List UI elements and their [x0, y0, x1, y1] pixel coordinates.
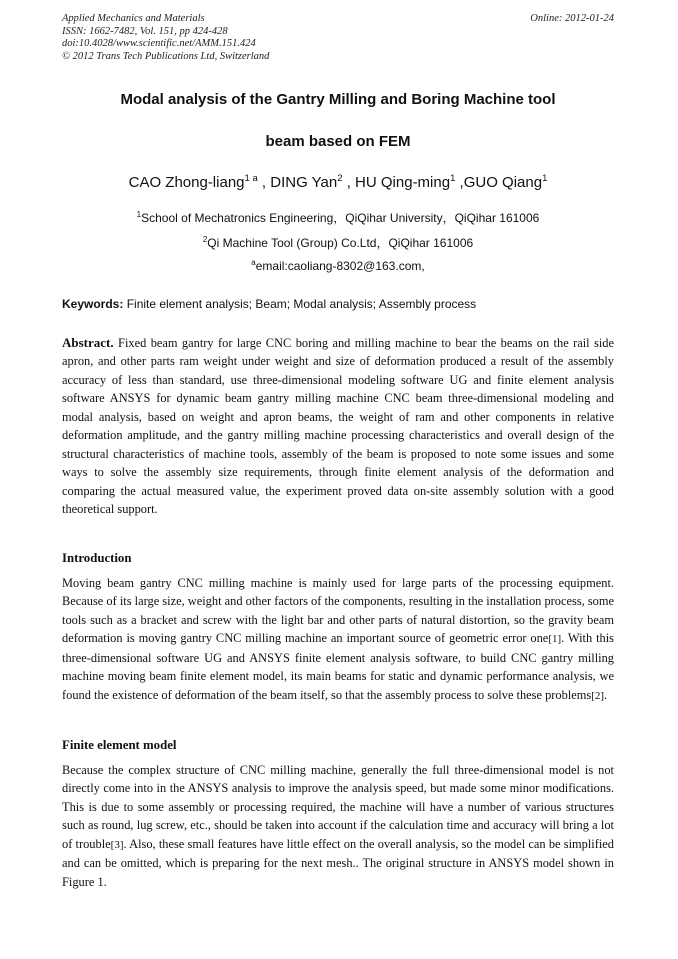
journal-header [62, 13, 614, 63]
paragraph-text: . With this three-dimensional software UG and ANSYS finite element analysis software, to build CNC gantry milling machine moving beam finite element model, its main beams for static and dynamic performance analysis, we found the existence of deformation of the beam itself, so that the assembly process to solve these problems [62, 631, 614, 702]
keywords-text: Finite element analysis; Beam; Modal analysis; Assembly process [123, 297, 477, 311]
author-superscript: 1 [542, 173, 548, 184]
affiliation-email [62, 259, 614, 273]
section-heading-finite-element-model: Finite element model [62, 738, 177, 752]
paragraph-text: . Also, these small features have little effect on the overall analysis, so the model can be simplified and can be omitted, which is preparing for the next mesh.. The original structure in ANSYS model shown in Figure 1. [62, 836, 614, 889]
journal-name: Applied Mechanics and Materials [62, 13, 205, 24]
affiliation-marker: 1 [136, 210, 142, 219]
author-list [62, 174, 614, 191]
doi-line: doi:10.4028/www.scientific.net/AMM.151.424 [62, 38, 256, 49]
paragraph-text: Because the complex structure of CNC milling machine, generally the full three-dimensional model is not directly come into in the ANSYS analysis to improve the analysis speed, but made some minor modifications. This is due to some assembly or processing required, the machine will have a number of various structures such as round, lug screw, etc., should be taken into account if the calculation time and accuracy will bring a lot of trouble [62, 763, 614, 851]
paper-title-line2: beam based on FEM [265, 133, 411, 150]
paragraph-text: Moving beam gantry CNC milling machine is mainly used for large parts of the processing equipment. Because of its large size, weight and other factors of the components, resulting in the installation process, some tools such as a bracket and screw with the light bar and other parts of natural distortion, so the gravity beam deformation is moving gantry CNC milling machine an important source of geometric error one [62, 576, 614, 646]
citation: [1] [548, 633, 562, 646]
introduction-paragraph [62, 574, 614, 705]
copyright-line: © 2012 Trans Tech Publications Ltd, Switzerland [62, 50, 270, 62]
fem-paragraph [62, 761, 614, 891]
author-name: CAO Zhong-liang [128, 174, 245, 191]
author-separator: , [455, 174, 464, 191]
citation: [3] [110, 838, 124, 851]
affiliation-marker: 2 [202, 235, 208, 244]
issn-line: ISSN: 1662-7482, Vol. 151, pp 424-428 [62, 25, 228, 37]
author-separator: , [257, 174, 271, 191]
online-date: Online: 2012-01-24 [530, 13, 614, 24]
author-superscript: 1 a [244, 173, 258, 184]
affiliation-1 [62, 209, 614, 226]
abstract-text: Fixed beam gantry for large CNC boring and milling machine to bear the beams on the rail side apron, and other parts ram weight under weight and size of deformation produced a result of the assembly accuracy of less than standard, use three-dimensional modeling software UG and finite element analysis software ANSYS for dynamic beam gantry milling machine CNC beam three-dimensional modeling and modal analysis, based on weight and apron beams, the weight of ram and other components in relative deformation amplitude, and the gantry milling machine processing characteristics and overall design of the structural characteristics of machine tools, assembly of the beam is proposed to note some issues and some ways to solve the assembly size requirements, through finite element analysis of the deformation and comparing the actual measured value, the experiment proved data on-site assembly solution with a good theoretical support. [62, 336, 614, 517]
keywords-label: Keywords: [62, 297, 124, 311]
affiliation-text: Qi Machine Tool (Group) Co.Ltd，QiQihar 161006 [207, 236, 474, 250]
affiliation-marker: a [251, 258, 256, 267]
paragraph-text: . [604, 687, 608, 702]
author-name: DING Yan [270, 174, 338, 191]
email-text: email:caoliang-8302@163.com, [255, 259, 425, 273]
citation: [2] [591, 689, 605, 702]
author-superscript: 2 [337, 173, 343, 184]
author-superscript: 1 [450, 173, 456, 184]
author-separator: , [342, 174, 356, 191]
keywords [62, 297, 614, 311]
abstract [62, 334, 614, 519]
abstract-label: Abstract. [62, 335, 114, 350]
affiliation-2 [62, 234, 614, 251]
section-heading-introduction: Introduction [62, 551, 132, 565]
affiliation-text: School of Mechatronics Engineering，QiQihar University，QiQihar 161006 [141, 211, 540, 225]
paper-title-line1: Modal analysis of the Gantry Milling and Boring Machine tool [120, 91, 556, 108]
author-name: GUO Qiang [463, 174, 543, 191]
author-name: HU Qing-ming [355, 174, 451, 191]
